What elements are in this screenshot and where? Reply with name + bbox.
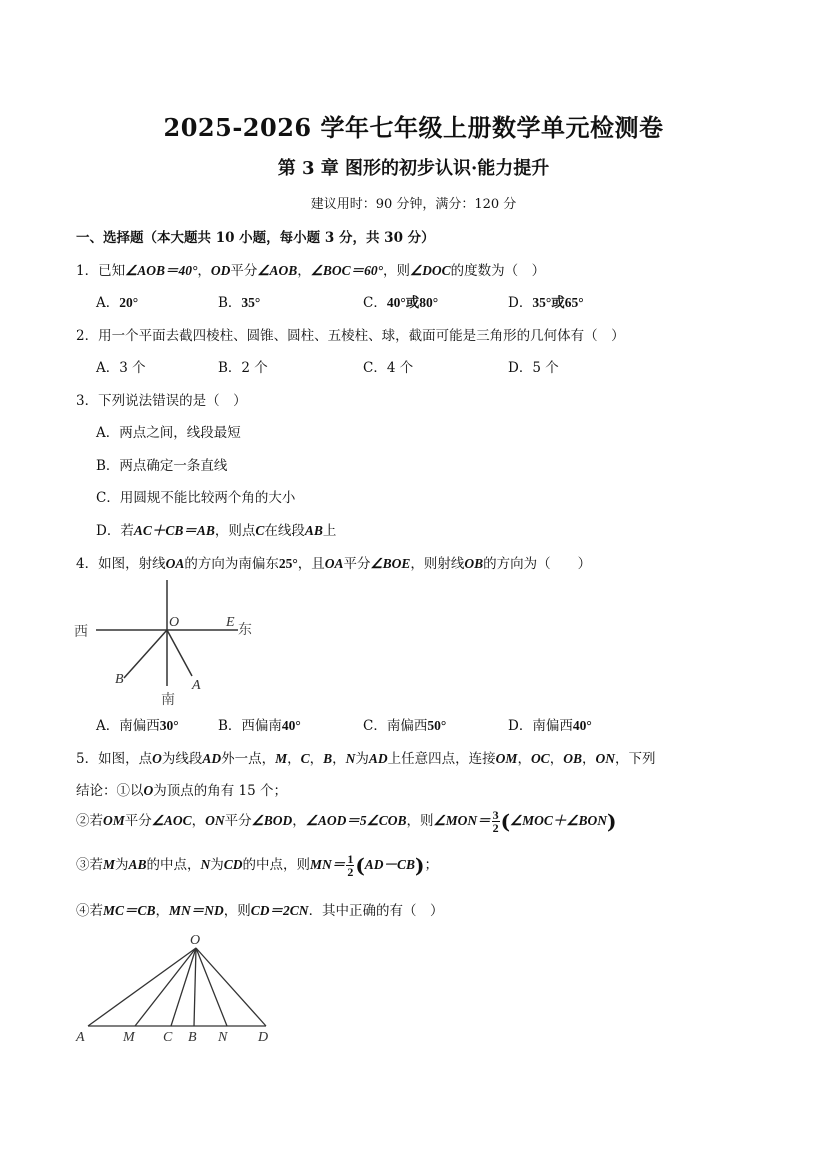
q1-text: ， [197,263,211,279]
question-2: 2．用一个平面去截四棱柱、圆锥、圆柱、五棱柱、球，截面可能是三角形的几何体有（ ） [76,328,625,344]
q1-math: OD [210,263,231,278]
question-1 [76,259,545,279]
q1-option-d: D．35°或65° [508,295,584,311]
q5-conclusion-2: ②若OM平分∠AOC，ON平分∠BOD，∠AOD＝5∠COB，则∠MON＝ $\frac{3}{2}$ (∠MOC＋∠BON) [76,808,617,835]
q5-conclusion-4: ④若MC＝CB，MN＝ND，则CD＝2CN．其中正确的有（ ） [76,903,444,919]
q2-option-a: A．3 个 [96,360,146,376]
line-ob [194,948,196,1026]
q3-option-b: B．两点确定一条直线 [96,458,228,474]
label-b: B [115,672,124,687]
question-5: 5．如图，点O为线段AD外一点，M，C，B，N为AD上任意四点，连接OM，OC，OB，ON，下列 [76,751,656,767]
ray-ob [124,630,167,678]
line-on [196,948,227,1026]
q1-text: ，则 [383,263,410,279]
q1-text: 1．已知 [76,263,126,279]
label-e: E [226,615,235,630]
q1-math: ∠AOB＝40° [125,263,198,278]
q2-option-d: D．5 个 [508,360,559,376]
q3-option-d: D．若AC＋CB＝AB，则点C在线段AB上 [96,523,337,539]
section-heading: 一、选择题（本大题共 10 小题，每小题 3 分，共 30 分） [76,230,435,246]
q1-math: ∠BOC＝60° [310,263,383,278]
q1-text: ， [297,263,311,279]
q5-conclusion-3: ③若M为AB的中点，N为CD的中点，则MN＝ $\frac{1}{2}$ (AD－CB)； [76,852,439,879]
q1-option-b: B．35° [218,295,261,311]
q1-option-c: C．40°或80° [363,295,439,311]
q5-conclusion-1: 结论：①以O为顶点的角有 15 个； [76,783,288,799]
fraction-three-halves: $\frac{3}{2}$ [492,808,499,835]
label-m: M [123,1030,135,1045]
q4-option-c: C．南偏西50° [363,718,447,734]
q1-math: ∠AOB [257,263,298,278]
q2-option-b: B．2 个 [218,360,268,376]
label-b: B [188,1030,197,1045]
label-d: D [258,1030,269,1045]
line-oc [171,948,196,1026]
label-south: 南 [161,693,175,708]
q3-option-c: C．用圆规不能比较两个角的大小 [96,490,296,506]
line-om [135,948,196,1026]
page-title: 2025-2026 学年七年级上册数学单元检测卷 [163,113,664,142]
fraction-one-half: $\frac{1}{2}$ [347,852,354,879]
q1-text: 平分 [230,263,258,279]
label-o: O [190,933,201,948]
q1-math: ∠DOC [410,263,451,278]
q4-option-b: B．西偏南40° [218,718,301,734]
q1-option-a: A．20° [96,295,139,311]
label-a: A [76,1030,85,1045]
question-4: 4．如图，射线OA的方向为南偏东25°，且OA平分∠BOE，则射线OB的方向为（ ） [76,556,592,572]
line-od [196,948,266,1026]
q3-option-a: A．两点之间，线段最短 [96,425,241,441]
q4-option-d: D．南偏西40° [508,718,592,734]
time-score-info: 建议用时：90 分钟，满分：120 分 [310,197,517,212]
label-n: N [218,1030,228,1045]
label-a: A [192,678,201,693]
label-east: 东 [238,623,252,638]
q4-direction-figure [70,578,270,708]
ray-oa [167,630,192,676]
label-west: 西 [74,625,88,640]
q2-option-c: C．4 个 [363,360,414,376]
chapter-subtitle: 第 3 章 图形的初步认识·能力提升 [277,158,550,179]
label-o: O [169,615,180,630]
label-c: C [163,1030,173,1045]
q1-text: 的度数为（ ） [450,263,546,279]
q4-option-a: A．南偏西30° [96,718,179,734]
question-3: 3．下列说法错误的是（ ） [76,393,247,409]
q5-segment-figure [70,928,290,1048]
line-oa [88,948,196,1026]
